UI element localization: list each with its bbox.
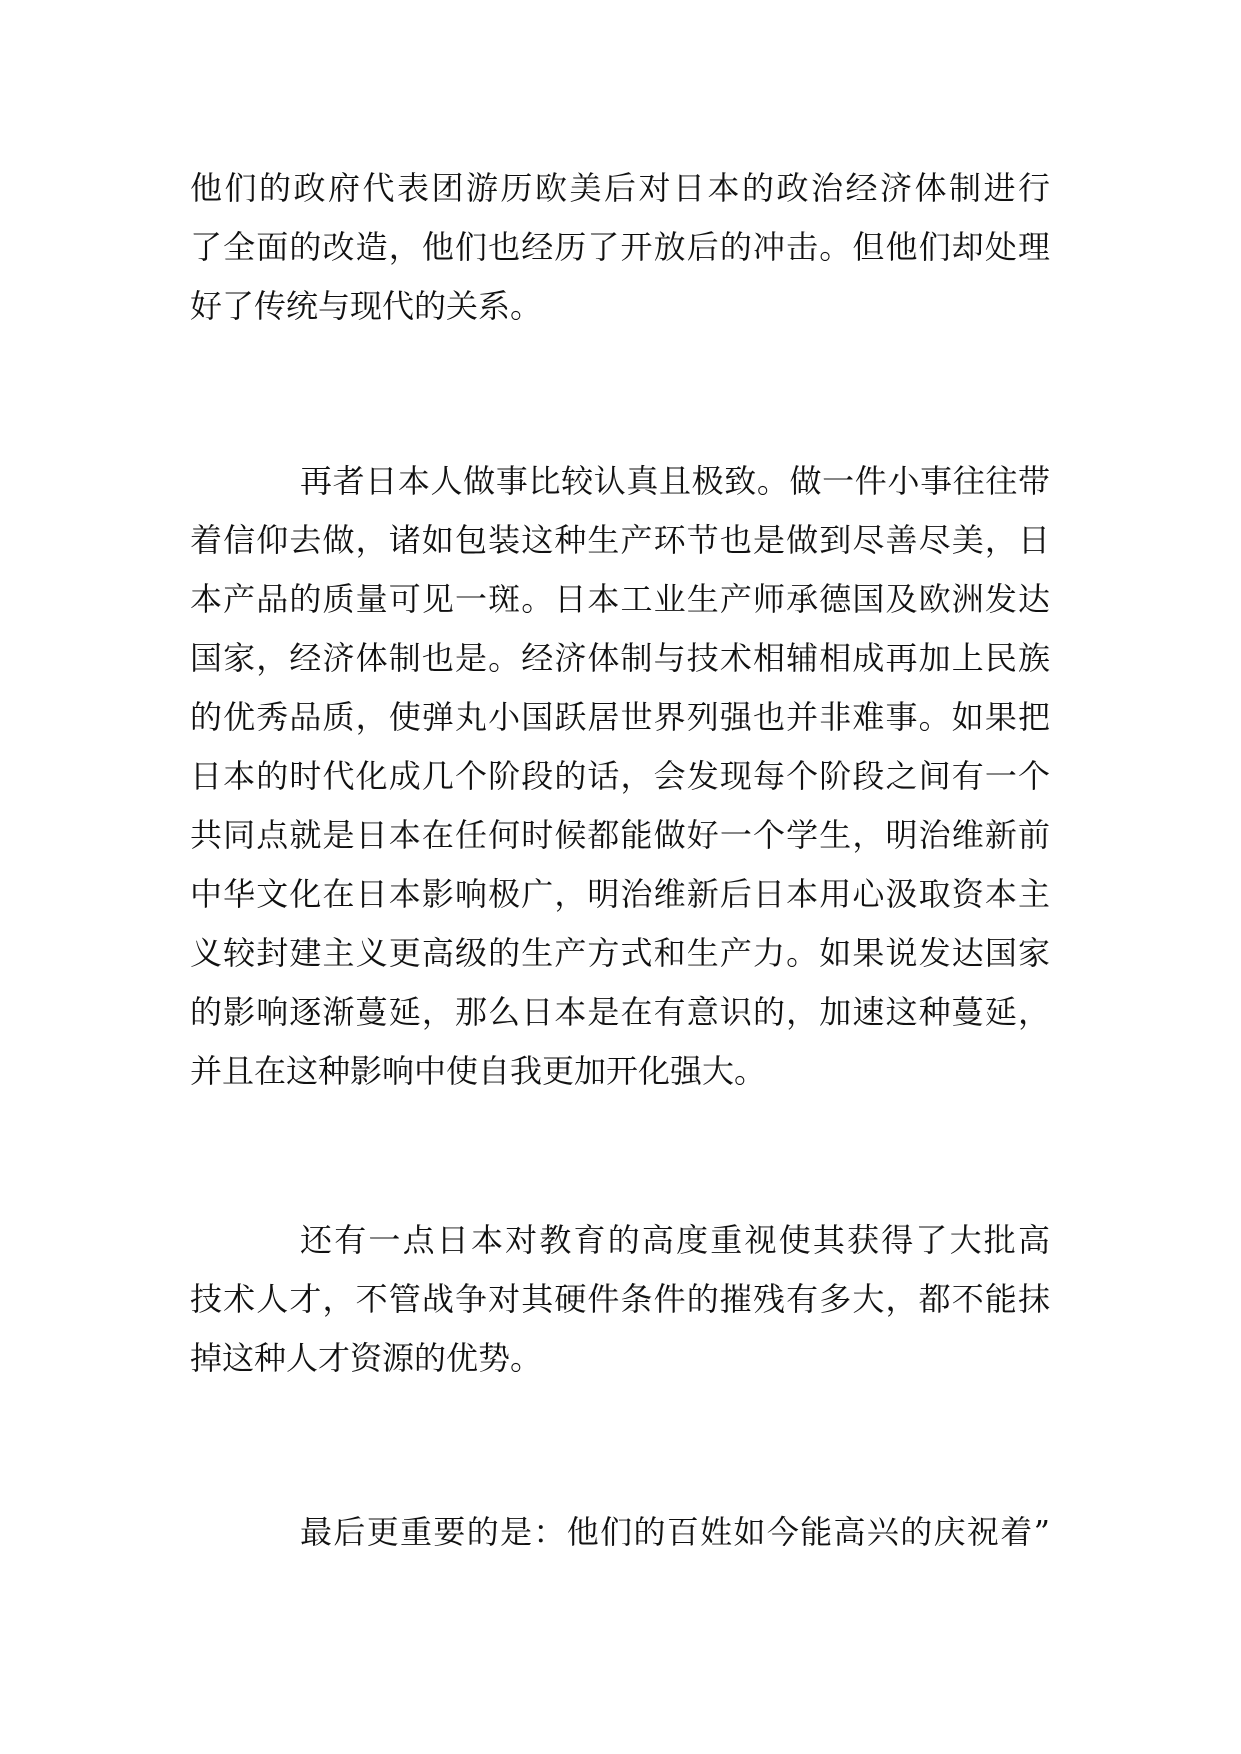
text-line: 的影响逐渐蔓延，那么日本是在有意识的，加速这种蔓延， xyxy=(190,993,1050,1031)
paragraph-3 xyxy=(190,1211,1050,1388)
text-line: 掉这种人才资源的优势。 xyxy=(190,1339,543,1377)
text-line: 中华文化在日本影响极广，明治维新后日本用心汲取资本主 xyxy=(190,875,1050,913)
text-line: 的优秀品质，使弹丸小国跃居世界列强也并非难事。如果把 xyxy=(190,698,1050,736)
text-line: 着信仰去做，诸如包装这种生产环节也是做到尽善尽美，日 xyxy=(190,521,1050,559)
paragraph-4 xyxy=(190,1503,1050,1562)
text-line: 义较封建主义更高级的生产方式和生产力。如果说发达国家 xyxy=(190,934,1050,972)
text-line: 国家，经济体制也是。经济体制与技术相辅相成再加上民族 xyxy=(190,639,1050,677)
text-line: 还有一点日本对教育的高度重视使其获得了大批高 xyxy=(300,1221,1050,1259)
paragraph-1 xyxy=(190,159,1050,336)
text-line: 最后更重要的是：他们的百姓如今能高兴的庆祝着” xyxy=(300,1513,1050,1551)
text-line: 好了传统与现代的关系。 xyxy=(190,287,543,325)
text-line: 日本的时代化成几个阶段的话，会发现每个阶段之间有一个 xyxy=(190,757,1050,795)
text-line: 并且在这种影响中使自我更加开化强大。 xyxy=(190,1052,767,1090)
text-line: 技术人才，不管战争对其硬件条件的摧残有多大，都不能抹 xyxy=(190,1280,1050,1318)
text-line: 了全面的改造，他们也经历了开放后的冲击。但他们却处理 xyxy=(190,228,1050,266)
text-line: 本产品的质量可见一斑。日本工业生产师承德国及欧洲发达 xyxy=(190,580,1050,618)
text-line: 再者日本人做事比较认真且极致。做一件小事往往带 xyxy=(300,462,1050,500)
text-line: 共同点就是日本在任何时候都能做好一个学生，明治维新前 xyxy=(190,816,1050,854)
text-line: 他们的政府代表团游历欧美后对日本的政治经济体制进行 xyxy=(190,169,1050,207)
paragraph-2 xyxy=(190,452,1050,1101)
